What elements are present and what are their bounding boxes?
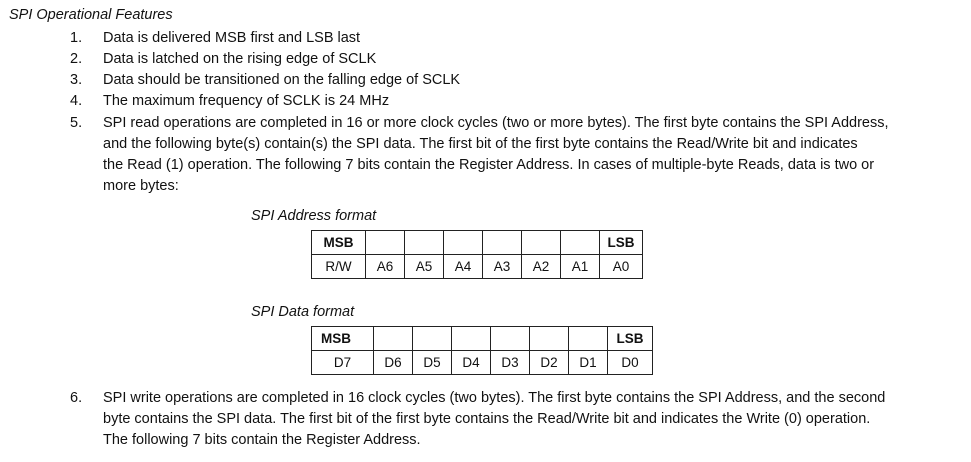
list-number: 4. — [70, 93, 83, 109]
table-cell: D7 — [312, 351, 374, 375]
list-number: 1. — [70, 30, 83, 46]
table-cell: D0 — [608, 351, 653, 375]
address-format-table — [311, 230, 643, 279]
list-number: 5. — [70, 115, 83, 131]
table-cell — [561, 231, 600, 255]
table-cell — [483, 231, 522, 255]
list-text: Data is latched on the rising edge of SCLK — [103, 51, 377, 67]
table-cell — [530, 327, 569, 351]
table-cell: D4 — [452, 351, 491, 375]
text-line: byte contains the SPI data. The first bit of the first byte contains the Read/Write bit and indicates the Write (0) operation. — [103, 411, 871, 427]
table-cell — [569, 327, 608, 351]
address-format-caption: SPI Address format — [251, 208, 377, 224]
table-cell: D1 — [569, 351, 608, 375]
list-item — [70, 388, 960, 451]
table-cell: D3 — [491, 351, 530, 375]
table-cell: A3 — [483, 255, 522, 279]
table-cell: A1 — [561, 255, 600, 279]
list-number: 2. — [70, 51, 83, 67]
list-text — [103, 388, 963, 451]
section-heading: SPI Operational Features — [9, 7, 173, 23]
list-text: Data should be transitioned on the falling edge of SCLK — [103, 72, 461, 88]
table-header-row — [312, 231, 643, 255]
table-cell: A0 — [600, 255, 643, 279]
table-header-row — [312, 327, 653, 351]
table-row — [312, 351, 653, 375]
text-line: more bytes: — [103, 178, 179, 194]
table-cell: D6 — [374, 351, 413, 375]
table-cell — [366, 231, 405, 255]
table-cell: A6 — [366, 255, 405, 279]
list-number: 6. — [70, 390, 83, 406]
table-cell: R/W — [312, 255, 366, 279]
table-row — [312, 255, 643, 279]
text-line: and the following byte(s) contain(s) the SPI data. The first bit of the first byte contains the Read/Write bit and indicates — [103, 136, 858, 152]
table-cell: LSB — [608, 327, 653, 351]
text-line: The following 7 bits contain the Register Address. — [103, 432, 421, 448]
table-cell: MSB — [312, 231, 366, 255]
list-number: 3. — [70, 72, 83, 88]
table-cell — [444, 231, 483, 255]
list-item — [70, 113, 960, 197]
table-cell: D5 — [413, 351, 452, 375]
list-text — [103, 113, 963, 197]
list-text: The maximum frequency of SCLK is 24 MHz — [103, 93, 390, 109]
table-cell — [491, 327, 530, 351]
table-cell — [452, 327, 491, 351]
table-cell: A2 — [522, 255, 561, 279]
table-cell: D2 — [530, 351, 569, 375]
table-cell: LSB — [600, 231, 643, 255]
text-line: the Read (1) operation. The following 7 bits contain the Register Address. In cases of multiple-byte Reads, data is two or — [103, 157, 875, 173]
table-cell — [374, 327, 413, 351]
table-cell: MSB — [312, 327, 374, 351]
text-line: SPI read operations are completed in 16 or more clock cycles (two or more bytes). The first byte contains the SPI Address, — [103, 115, 889, 131]
table-cell — [413, 327, 452, 351]
list-text: Data is delivered MSB first and LSB last — [103, 30, 361, 46]
data-format-caption: SPI Data format — [251, 304, 355, 320]
table-cell: A5 — [405, 255, 444, 279]
table-cell: A4 — [444, 255, 483, 279]
text-line: SPI write operations are completed in 16 clock cycles (two bytes). The first byte contains the SPI Address, and the second — [103, 390, 886, 406]
table-cell — [522, 231, 561, 255]
data-format-table — [311, 326, 653, 375]
table-cell — [405, 231, 444, 255]
